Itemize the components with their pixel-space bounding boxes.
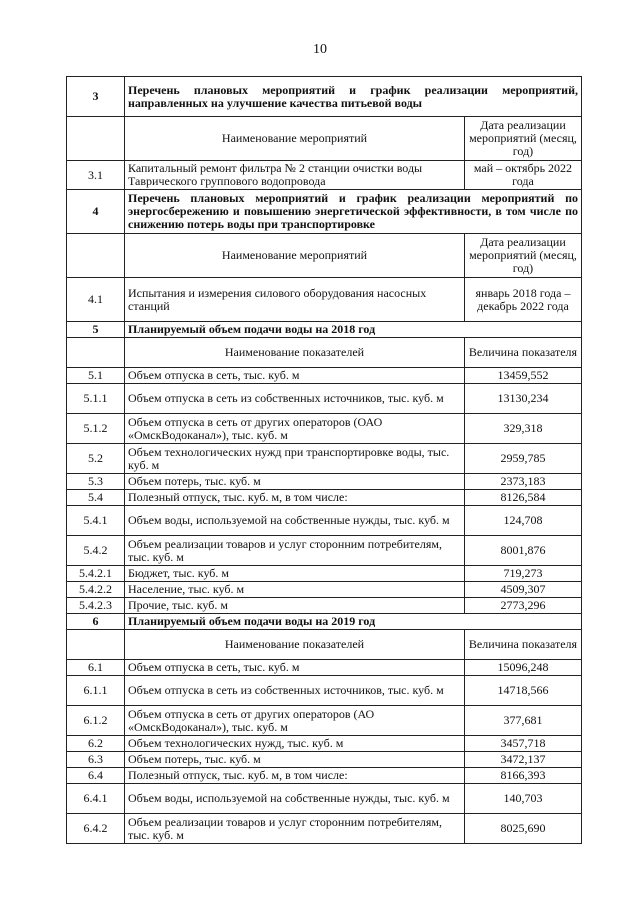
- section-title: Планируемый объем подачи воды на 2018 год: [125, 322, 582, 338]
- row-number: 6.1.1: [67, 676, 125, 706]
- table-row: [67, 676, 582, 706]
- table-row: [67, 814, 582, 844]
- column-header-name: Наименование показателей: [125, 338, 465, 368]
- section-5-header: [67, 322, 582, 338]
- row-value: 4509,307: [464, 582, 581, 598]
- row-number: 5.4.2.3: [67, 598, 125, 614]
- row-value: 8126,584: [464, 490, 581, 506]
- table-row: [67, 582, 582, 598]
- row-name: Объем потерь, тыс. куб. м: [125, 752, 465, 768]
- section-title: Перечень плановых мероприятий и график реализации мероприятий, направленных на улучшение качества питьевой воды: [125, 77, 582, 117]
- row-name: Объем отпуска в сеть от других операторов (АО «ОмскВодоканал»), тыс. куб. м: [125, 706, 465, 736]
- row-number: 6.3: [67, 752, 125, 768]
- row-number: 6.4: [67, 768, 125, 784]
- section-title: Перечень плановых мероприятий и график реализации мероприятий по энергосбережению и повышению энергетической эффективности, в том числе по снижению потерь воды при транспортировке: [125, 190, 582, 234]
- table-row: [67, 161, 582, 190]
- row-name: Полезный отпуск, тыс. куб. м, в том числе:: [125, 490, 465, 506]
- section-4-header: [67, 190, 582, 234]
- row-number: 5.3: [67, 474, 125, 490]
- table-row: [67, 566, 582, 582]
- table-row: [67, 368, 582, 384]
- table-row: [67, 384, 582, 414]
- table-row: [67, 414, 582, 444]
- row-number: 5.4.1: [67, 506, 125, 536]
- row-number: 3.1: [67, 161, 125, 190]
- row-name: Объем воды, используемой на собственные нужды, тыс. куб. м: [125, 506, 465, 536]
- section-number: 3: [67, 77, 125, 117]
- table-row: [67, 598, 582, 614]
- row-value: 377,681: [464, 706, 581, 736]
- section-number: 5: [67, 322, 125, 338]
- table-row: [67, 536, 582, 566]
- row-value: 15096,248: [464, 660, 581, 676]
- row-value: 8001,876: [464, 536, 581, 566]
- column-header-name: Наименование мероприятий: [125, 234, 465, 278]
- row-value: 124,708: [464, 506, 581, 536]
- row-name: Объем технологических нужд при транспортировке воды, тыс. куб. м: [125, 444, 465, 474]
- row-number: 4.1: [67, 278, 125, 322]
- row-name: Население, тыс. куб. м: [125, 582, 465, 598]
- row-value: 3457,718: [464, 736, 581, 752]
- column-header-name: Наименование показателей: [125, 630, 465, 660]
- row-value: 8025,690: [464, 814, 581, 844]
- table-row: [67, 444, 582, 474]
- row-number: 6.4.1: [67, 784, 125, 814]
- plan-table: [66, 76, 582, 844]
- row-name: Полезный отпуск, тыс. куб. м, в том числе:: [125, 768, 465, 784]
- row-value: 8166,393: [464, 768, 581, 784]
- row-value: 2773,296: [464, 598, 581, 614]
- row-name: Бюджет, тыс. куб. м: [125, 566, 465, 582]
- row-number: 5.4.2: [67, 536, 125, 566]
- row-name: Объем реализации товаров и услуг сторонним потребителям, тыс. куб. м: [125, 536, 465, 566]
- row-name: Объем отпуска в сеть из собственных источников, тыс. куб. м: [125, 676, 465, 706]
- row-name: Объем технологических нужд, тыс. куб. м: [125, 736, 465, 752]
- row-number: 5.1.2: [67, 414, 125, 444]
- column-header-row: [67, 338, 582, 368]
- table-row: [67, 768, 582, 784]
- row-value: 14718,566: [464, 676, 581, 706]
- table-row: [67, 784, 582, 814]
- section-6-header: [67, 614, 582, 630]
- table-row: [67, 474, 582, 490]
- page-number: 10: [313, 42, 327, 57]
- row-number: 6.4.2: [67, 814, 125, 844]
- row-number: 6.1: [67, 660, 125, 676]
- row-number: 6.2: [67, 736, 125, 752]
- row-value: 2373,183: [464, 474, 581, 490]
- row-value: 140,703: [464, 784, 581, 814]
- row-value: 719,273: [464, 566, 581, 582]
- section-number: 4: [67, 190, 125, 234]
- row-value: январь 2018 года – декабрь 2022 года: [464, 278, 581, 322]
- row-name: Объем потерь, тыс. куб. м: [125, 474, 465, 490]
- row-name: Объем отпуска в сеть из собственных источников, тыс. куб. м: [125, 384, 465, 414]
- column-header-value: Величина показателя: [464, 630, 581, 660]
- row-value: май – октябрь 2022 года: [464, 161, 581, 190]
- row-name: Прочие, тыс. куб. м: [125, 598, 465, 614]
- row-value: 2959,785: [464, 444, 581, 474]
- row-number: 5.1: [67, 368, 125, 384]
- row-number: 5.4.2.2: [67, 582, 125, 598]
- row-name: Объем воды, используемой на собственные нужды, тыс. куб. м: [125, 784, 465, 814]
- row-name: Объем реализации товаров и услуг сторонним потребителям, тыс. куб. м: [125, 814, 465, 844]
- column-header-row: [67, 630, 582, 660]
- row-number: 5.2: [67, 444, 125, 474]
- row-value: 13130,234: [464, 384, 581, 414]
- table-row: [67, 278, 582, 322]
- row-name: Объем отпуска в сеть, тыс. куб. м: [125, 368, 465, 384]
- row-name: Объем отпуска в сеть от других операторов (ОАО «ОмскВодоканал»), тыс. куб. м: [125, 414, 465, 444]
- table-row: [67, 736, 582, 752]
- table-row: [67, 490, 582, 506]
- column-header-name: Наименование мероприятий: [125, 117, 465, 161]
- section-3-header: [67, 77, 582, 117]
- column-header-value: Величина показателя: [464, 338, 581, 368]
- row-value: 329,318: [464, 414, 581, 444]
- row-name: Капитальный ремонт фильтра № 2 станции очистки воды Таврического группового водопровода: [125, 161, 465, 190]
- column-header-date: Дата реализации мероприятий (месяц, год): [464, 117, 581, 161]
- table-row: [67, 706, 582, 736]
- column-header-date: Дата реализации мероприятий (месяц, год): [464, 234, 581, 278]
- row-number: 5.4.2.1: [67, 566, 125, 582]
- row-value: 3472,137: [464, 752, 581, 768]
- row-name: Объем отпуска в сеть, тыс. куб. м: [125, 660, 465, 676]
- row-value: 13459,552: [464, 368, 581, 384]
- row-name: Испытания и измерения силового оборудования насосных станций: [125, 278, 465, 322]
- table-row: [67, 752, 582, 768]
- column-header-row: [67, 234, 582, 278]
- column-header-row: [67, 117, 582, 161]
- table-row: [67, 506, 582, 536]
- section-number: 6: [67, 614, 125, 630]
- row-number: 5.1.1: [67, 384, 125, 414]
- section-title: Планируемый объем подачи воды на 2019 год: [125, 614, 582, 630]
- row-number: 6.1.2: [67, 706, 125, 736]
- row-number: 5.4: [67, 490, 125, 506]
- table-row: [67, 660, 582, 676]
